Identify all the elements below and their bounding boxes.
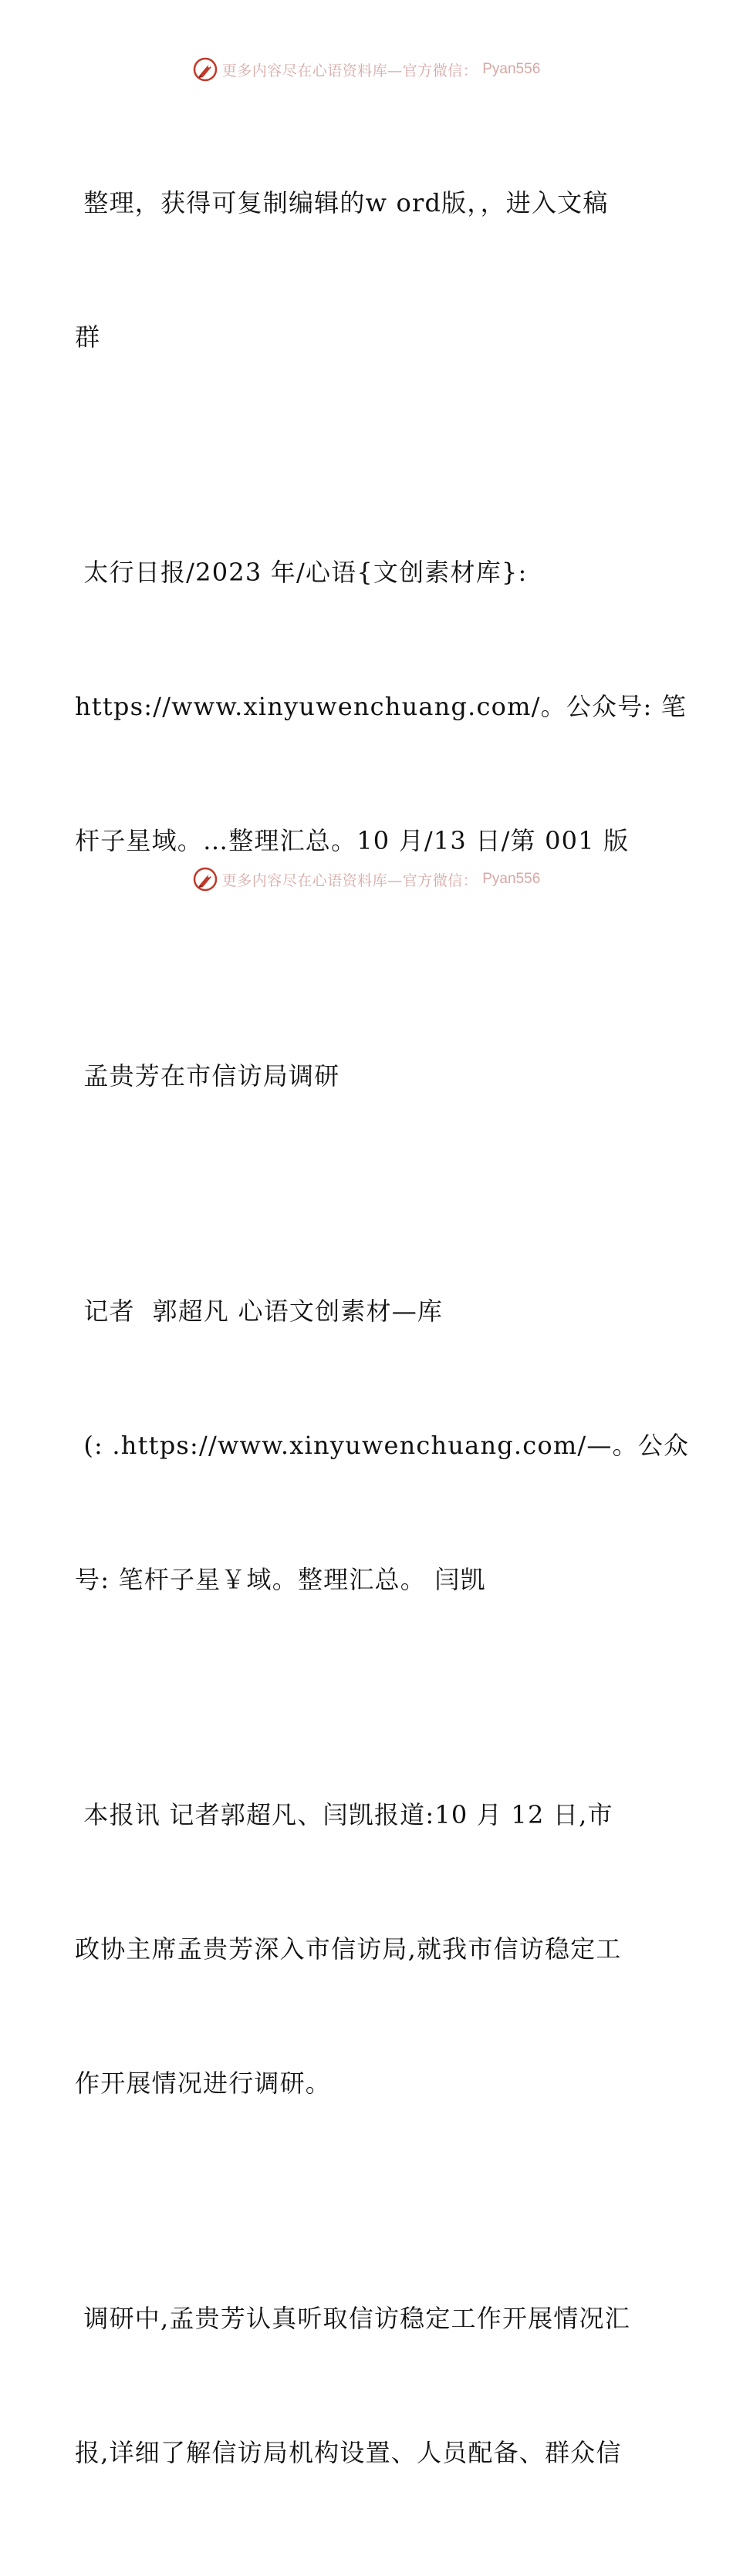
pen-nib-logo-icon — [193, 867, 218, 892]
text-line: 调研中,孟贵芳认真听取信访稳定工作开展情况汇 — [75, 2304, 630, 2333]
document-body — [75, 91, 690, 2576]
footer-banner — [0, 865, 733, 893]
text-line: 整理，获得可复制编辑的w ord版，，进入文稿 — [75, 188, 609, 217]
text-line: (: .https://www.xinyuwenchuang.com/—。公众 — [75, 1431, 690, 1460]
paragraph-lead — [75, 1703, 661, 2195]
text-line: 本报讯 记者郭超凡、闫凯报道:10 月 12 日,市 — [75, 1800, 613, 1829]
banner-text: 更多内容尽在心语资料库—官方微信： — [221, 62, 478, 79]
banner-wechat-id: Pyan556 — [482, 871, 541, 887]
header-banner — [0, 56, 733, 83]
text-line: 杆子星域。…整理汇总。10 月/13 日/第 001 版 — [75, 826, 630, 855]
paragraph-byline — [75, 1199, 690, 1691]
text-line: 太行日报/2023 年/心语{文创素材库}: — [75, 558, 528, 587]
text-line: 记者 郭超凡 心语文创素材—库 — [75, 1296, 444, 1326]
text-line: 报,详细了解信访局机构设置、人员配备、群众信 — [75, 2438, 622, 2467]
paragraph-intro — [75, 91, 661, 449]
text-line: 作开展情况进行调研。 — [75, 2069, 332, 2098]
paragraph-body — [75, 2207, 661, 2564]
text-line: 政协主席孟贵芳深入市信访局,就我市信访稳定工 — [75, 1934, 622, 1964]
banner-text: 更多内容尽在心语资料库—官方微信： — [221, 872, 478, 889]
text-line: 号: 笔杆子星￥域。整理汇总。 闫凯 — [75, 1565, 486, 1594]
text-line: 群 — [75, 322, 101, 352]
article-headline — [75, 964, 661, 1188]
banner-wechat-id: Pyan556 — [482, 61, 541, 77]
pen-nib-logo-icon — [193, 57, 218, 82]
text-line: https://www.xinyuwenchuang.com/。公众号: 笔 — [75, 692, 687, 721]
text-line: 孟贵芳在市信访局调研 — [75, 1061, 340, 1091]
